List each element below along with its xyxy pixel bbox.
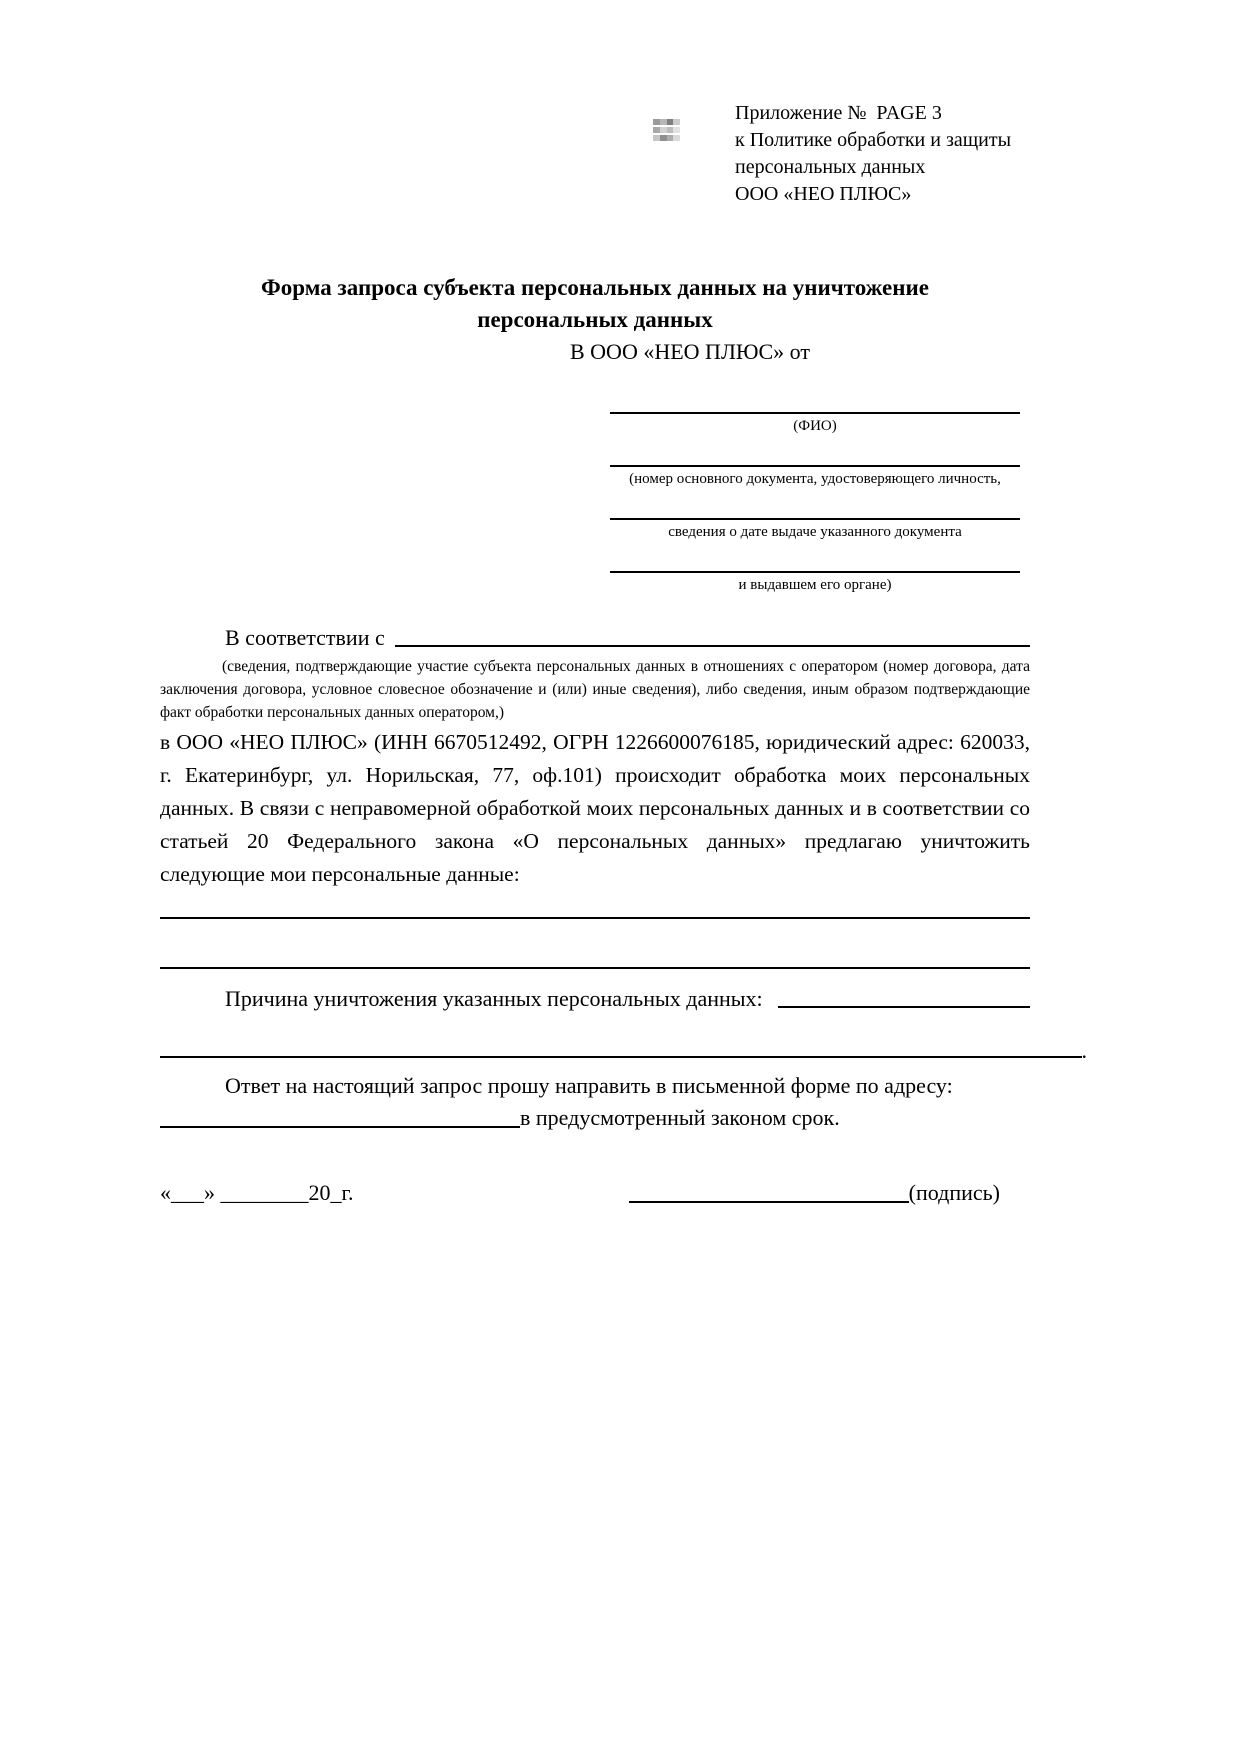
document-title-line1: Форма запроса субъекта персональных данных на уничтожение — [261, 275, 929, 300]
response-address-row — [160, 1103, 1030, 1133]
reason-continuation-line — [160, 1056, 1082, 1058]
field-document-number-caption: (номер основного документа, удостоверяющего личность, — [629, 471, 1001, 487]
signature-caption: (подпись) — [908, 1180, 1000, 1205]
appendix-line-policy: к Политике обработки и защиты — [735, 129, 1012, 151]
appendix-header — [735, 100, 1030, 208]
field-issuing-authority-caption: и выдавшем его органе) — [738, 577, 892, 593]
field-fio — [610, 412, 1020, 436]
response-request-line: Ответ на настоящий запрос прошу направить в письменной форме по адресу: — [225, 1073, 953, 1098]
date-line: «___» ________20_г. — [160, 1180, 354, 1205]
response-suffix-text: в предусмотренный законом срок. — [520, 1105, 840, 1130]
identity-fields — [610, 412, 1020, 595]
reason-row — [160, 985, 1030, 1013]
pixelated-artifact-icon — [653, 117, 680, 142]
appendix-line-company: ООО «НЕО ПЛЮС» — [735, 183, 912, 205]
signature-block — [629, 1179, 1000, 1207]
appendix-line-number: Приложение № PAGE 3 — [735, 102, 942, 124]
accordance-lead-text: В соответствии с — [225, 625, 385, 650]
personal-data-blank-line-2 — [160, 967, 1030, 969]
reason-continuation-row — [160, 1039, 1087, 1063]
field-fio-caption: (ФИО) — [793, 418, 837, 434]
accordance-footnote: (сведения, подтверждающие участие субъекта персональных данных в отношениях с оператором (номер договора, дата заключения договора, условное словесное обозначение и (или) иные сведения), либо сведения, иным образом подтверждающие факт обработки персональных данных оператором,) — [160, 658, 1030, 721]
accordance-blank-line — [395, 645, 1030, 647]
reason-blank-line — [778, 1006, 1030, 1008]
personal-data-blank-line-1 — [160, 917, 1030, 919]
field-issue-date — [610, 518, 1020, 542]
field-issuing-authority — [610, 571, 1020, 595]
reason-period: . — [1081, 1038, 1087, 1063]
reason-label: Причина уничтожения указанных персональных данных: — [225, 986, 769, 1011]
signature-blank-line — [629, 1201, 909, 1203]
body-paragraph: в ООО «НЕО ПЛЮС» (ИНН 6670512492, ОГРН 1226600076185, юридический адрес: 620033, г. Екатеринбург, ул. Норильская, 77, оф.101) происходит обработка моих персональных данных. В связи с неправомерной обработкой моих персональных данных и в соответствии со статьей 20 Федерального закона «О персональных данных» предлагаю уничтожить следующие мои персональные данные: — [160, 730, 1030, 886]
response-address-blank-line — [160, 1126, 520, 1128]
appendix-line-personal-data: персональных данных — [735, 156, 926, 178]
field-document-number — [610, 465, 1020, 489]
addressee-line: В ООО «НЕО ПЛЮС» от — [570, 339, 810, 364]
document-title-line2: персональных данных — [477, 307, 713, 332]
accordance-row — [160, 624, 1030, 652]
date-signature-row — [160, 1179, 1030, 1207]
field-issue-date-caption: сведения о дате выдаче указанного документа — [668, 524, 962, 540]
document-title — [160, 272, 1030, 336]
